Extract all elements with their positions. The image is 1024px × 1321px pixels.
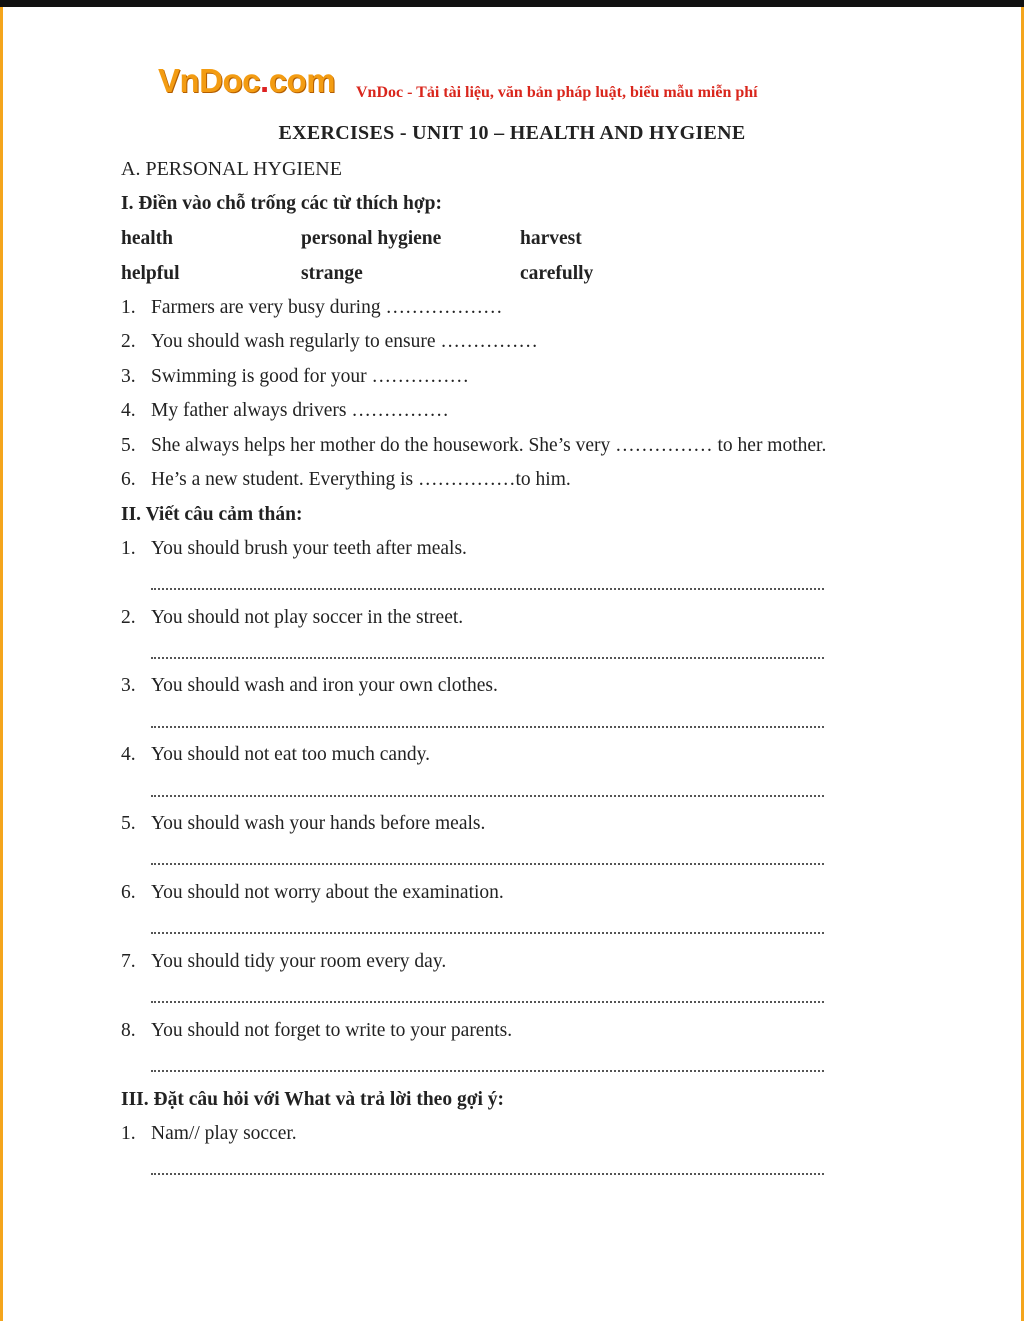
answer-line[interactable] — [151, 657, 824, 659]
item-text: You should not forget to write to your parents. — [151, 1020, 513, 1041]
item-number: 6. — [121, 882, 136, 903]
top-border — [0, 0, 1024, 7]
item-text: Nam// play soccer. — [151, 1123, 297, 1144]
item-text: Swimming is good for your …………… — [151, 366, 469, 387]
item-text: You should wash regularly to ensure …………… — [151, 331, 538, 352]
answer-line[interactable] — [151, 1001, 824, 1003]
fill-blank-item — [121, 331, 538, 353]
word-bank-item: health — [121, 228, 174, 249]
exercise-item — [121, 607, 463, 629]
fill-blank-item — [121, 400, 449, 422]
item-text: He’s a new student. Everything is ……………to him. — [151, 469, 571, 490]
item-number: 5. — [121, 813, 136, 834]
answer-line[interactable] — [151, 932, 824, 934]
word-bank-item: strange — [301, 263, 363, 284]
answer-line[interactable] — [151, 795, 824, 797]
part-a-heading: A. PERSONAL HYGIENE — [121, 158, 342, 180]
item-number: 2. — [121, 331, 136, 352]
word-bank-item: personal hygiene — [301, 228, 442, 249]
logo-dot: . — [260, 62, 269, 99]
item-number: 2. — [121, 607, 136, 628]
item-number: 1. — [121, 297, 136, 318]
section-1-heading: I. Điền vào chỗ trống các từ thích hợp: — [121, 193, 442, 214]
answer-line[interactable] — [151, 726, 824, 728]
item-text: You should wash your hands before meals. — [151, 813, 486, 834]
page-header — [158, 62, 838, 106]
left-border — [0, 7, 3, 1321]
item-number: 4. — [121, 400, 136, 421]
answer-line[interactable] — [151, 1173, 824, 1175]
word-bank-item: harvest — [520, 228, 582, 249]
section-3-heading: III. Đặt câu hỏi với What và trả lời theo gợi ý: — [121, 1089, 505, 1110]
word-bank-item: helpful — [121, 263, 180, 284]
item-number: 1. — [121, 538, 136, 559]
fill-blank-item — [121, 297, 502, 319]
item-text: Farmers are very busy during ……………… — [151, 297, 503, 318]
fill-blank-item — [121, 469, 571, 491]
answer-line[interactable] — [151, 863, 824, 865]
header-tagline: VnDoc - Tải tài liệu, văn bản pháp luật, biểu mẫu miễn phí — [356, 84, 758, 101]
item-text: You should brush your teeth after meals. — [151, 538, 467, 559]
item-number: 4. — [121, 744, 136, 765]
vndoc-logo[interactable] — [158, 62, 335, 100]
item-number: 6. — [121, 469, 136, 490]
fill-blank-item — [121, 435, 826, 457]
exercise-item — [121, 951, 446, 973]
item-number: 5. — [121, 435, 136, 456]
item-number: 7. — [121, 951, 136, 972]
logo-main: VnDoc — [158, 62, 261, 99]
answer-line[interactable] — [151, 1070, 824, 1072]
exercise-item — [121, 675, 498, 697]
exercise-item — [121, 813, 485, 835]
item-text: She always helps her mother do the housework. She’s very …………… to her mother. — [151, 435, 827, 456]
item-text: You should not eat too much candy. — [151, 744, 430, 765]
logo-suffix: com — [268, 62, 336, 99]
exercise-item — [121, 1020, 512, 1042]
answer-line[interactable] — [151, 588, 824, 590]
exercise-item — [121, 1123, 297, 1145]
exercise-item — [121, 882, 504, 904]
item-number: 1. — [121, 1123, 136, 1144]
item-text: You should wash and iron your own clothes. — [151, 675, 498, 696]
exercise-item — [121, 744, 430, 766]
fill-blank-item — [121, 366, 469, 388]
item-text: You should not worry about the examination. — [151, 882, 504, 903]
item-number: 8. — [121, 1020, 136, 1041]
item-text: My father always drivers …………… — [151, 400, 449, 421]
item-number: 3. — [121, 366, 136, 387]
word-bank-item: carefully — [520, 263, 594, 284]
section-2-heading: II. Viết câu cảm thán: — [121, 504, 303, 525]
item-text: You should not play soccer in the street. — [151, 607, 464, 628]
page-title: EXERCISES - UNIT 10 – HEALTH AND HYGIENE — [278, 122, 746, 144]
exercise-item — [121, 538, 467, 560]
item-number: 3. — [121, 675, 136, 696]
item-text: You should tidy your room every day. — [151, 951, 447, 972]
